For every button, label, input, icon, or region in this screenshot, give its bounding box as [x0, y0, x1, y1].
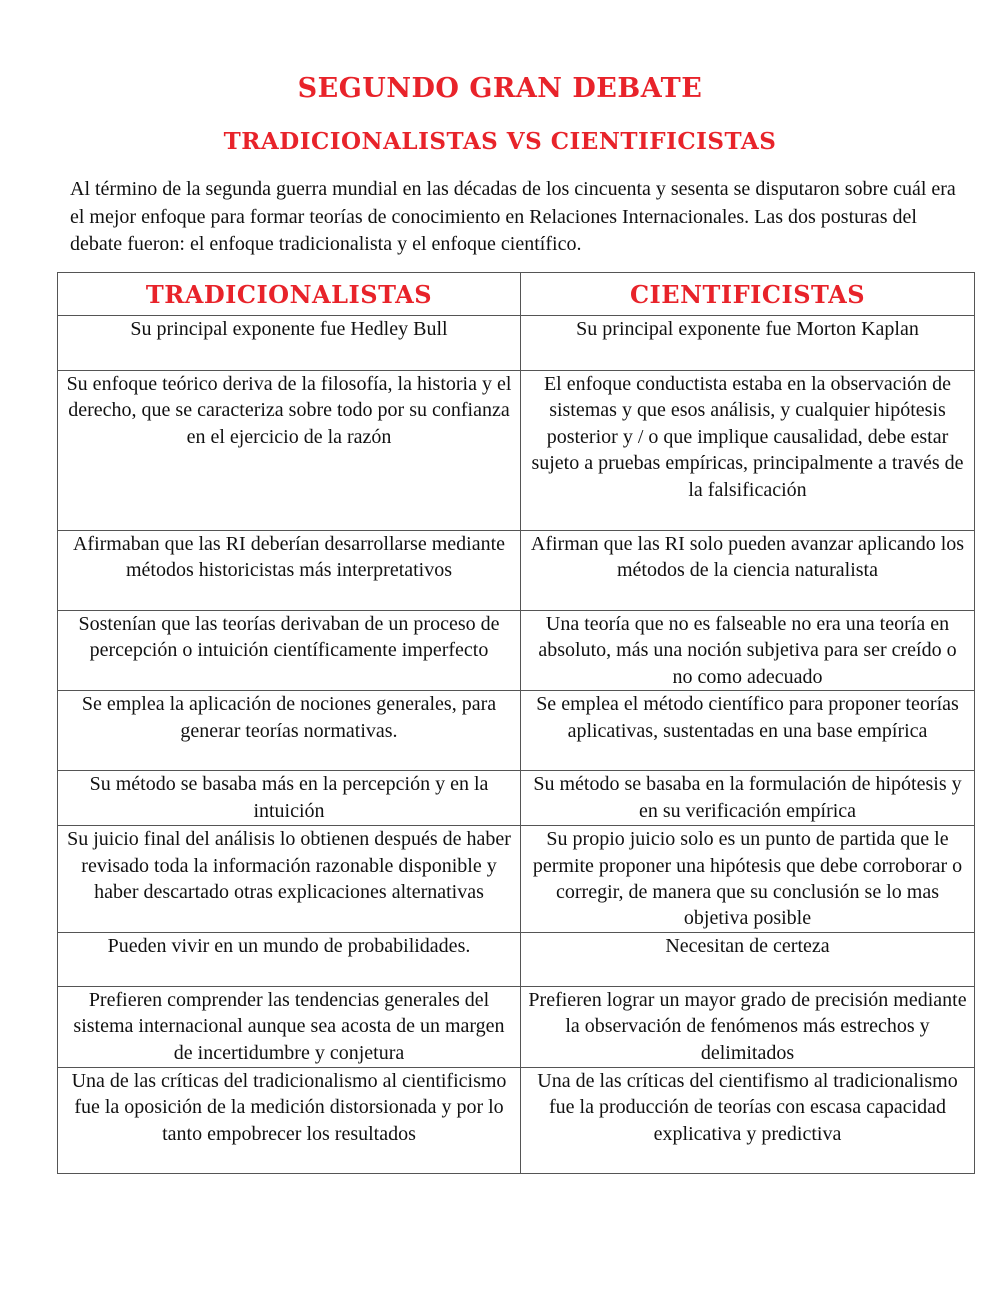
page-subtitle: TRADICIONALISTAS VS CIENTIFICISTAS — [223, 128, 777, 155]
cell-tradicionalistas: Una de las críticas del tradicionalismo al cientificismo fue la oposición de la medición distorsionada y por lo tanto empobrecer los resultados — [58, 1067, 521, 1173]
cell-cientificistas: Su principal exponente fue Morton Kaplan — [521, 316, 975, 371]
cell-tradicionalistas: Su enfoque teórico deriva de la filosofía, la historia y el derecho, que se caracteriza sobre todo por su confianza en el ejercicio de la razón — [58, 371, 521, 531]
page-title: SEGUNDO GRAN DEBATE — [297, 73, 703, 104]
table-row — [58, 316, 975, 371]
header-cientificistas: CIENTIFICISTAS — [521, 273, 975, 316]
cell-tradicionalistas: Sostenían que las teorías derivaban de un proceso de percepción o intuición científicamente imperfecto — [58, 611, 521, 691]
cell-cientificistas: Se emplea el método científico para proponer teorías aplicativas, sustentadas en una base empírica — [521, 691, 975, 771]
table-row — [58, 611, 975, 691]
cell-tradicionalistas: Su método se basaba más en la percepción y en la intuición — [58, 771, 521, 826]
cell-tradicionalistas: Su principal exponente fue Hedley Bull — [58, 316, 521, 371]
table-row — [58, 371, 975, 531]
cell-tradicionalistas: Su juicio final del análisis lo obtienen después de haber revisado toda la información razonable disponible y haber descartado otras explicaciones alternativas — [58, 826, 521, 933]
cell-tradicionalistas: Pueden vivir en un mundo de probabilidades. — [58, 932, 521, 986]
header-tradicionalistas: TRADICIONALISTAS — [58, 273, 521, 316]
cell-cientificistas: Prefieren lograr un mayor grado de precisión mediante la observación de fenómenos más estrechos y delimitados — [521, 986, 975, 1067]
table-header-row — [58, 273, 975, 316]
cell-tradicionalistas: Afirmaban que las RI deberían desarrollarse mediante métodos historicistas más interpretativos — [58, 531, 521, 611]
table-row — [58, 986, 975, 1067]
cell-cientificistas: Afirman que las RI solo pueden avanzar aplicando los métodos de la ciencia naturalista — [521, 531, 975, 611]
table-row — [58, 826, 975, 933]
cell-cientificistas: El enfoque conductista estaba en la observación de sistemas y que esos análisis, y cualquier hipótesis posterior y / o que implique causalidad, debe estar sujeto a pruebas empíricas, principalmente a través de la falsificación — [521, 371, 975, 531]
cell-tradicionalistas: Se emplea la aplicación de nociones generales, para generar teorías normativas. — [58, 691, 521, 771]
cell-tradicionalistas: Prefieren comprender las tendencias generales del sistema internacional aunque sea acosta de un margen de incertidumbre y conjetura — [58, 986, 521, 1067]
table-row — [58, 932, 975, 986]
table-row — [58, 531, 975, 611]
table-row — [58, 691, 975, 771]
cell-cientificistas: Una teoría que no es falseable no era una teoría en absoluto, más una noción subjetiva para ser creído o no como adecuado — [521, 611, 975, 691]
intro-paragraph: Al término de la segunda guerra mundial en las décadas de los cincuenta y sesenta se disputaron sobre cuál era el mejor enfoque para formar teorías de conocimiento en Relaciones Internacionales. Las dos posturas del debate fueron: el enfoque tradicionalista y el enfoque científico. — [70, 178, 956, 255]
comparison-table — [57, 272, 975, 1174]
cell-cientificistas: Necesitan de certeza — [521, 932, 975, 986]
cell-cientificistas: Su método se basaba en la formulación de hipótesis y en su verificación empírica — [521, 771, 975, 826]
cell-cientificistas: Una de las críticas del cientifismo al tradicionalismo fue la producción de teorías con escasa capacidad explicativa y predictiva — [521, 1067, 975, 1173]
table-row — [58, 1067, 975, 1173]
table-row — [58, 771, 975, 826]
cell-cientificistas: Su propio juicio solo es un punto de partida que le permite proponer una hipótesis que debe corroborar o corregir, de manera que su conclusión se lo mas objetiva posible — [521, 826, 975, 933]
